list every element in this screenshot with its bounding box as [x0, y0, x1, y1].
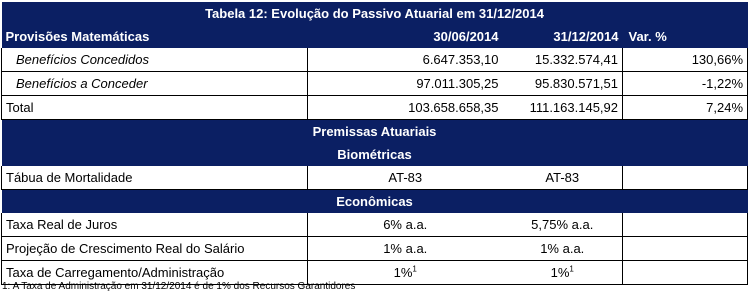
row-value-1: 6.647.353,10: [308, 48, 503, 72]
header-var: Var. %: [623, 25, 748, 48]
table-row: [2, 166, 748, 190]
table-row: [2, 237, 748, 261]
row-label: Projeção de Crescimento Real do Salário: [2, 237, 308, 261]
header-date-2: 31/12/2014: [503, 25, 623, 48]
footnote-marker: 1: [412, 264, 417, 274]
table-row: [2, 72, 748, 96]
biometricas-title-row: [2, 143, 748, 166]
row-var-empty: [623, 261, 748, 285]
row-label: Benefícios a Conceder: [2, 72, 308, 96]
row-var-empty: [623, 166, 748, 190]
row-value-2: 95.830.571,51: [503, 72, 623, 96]
row-var: 7,24%: [623, 96, 748, 120]
row-value-2: [503, 261, 623, 285]
row-var: -1,22%: [623, 72, 748, 96]
table-row: [2, 48, 748, 72]
row-value-2: 111.163.145,92: [503, 96, 623, 120]
row-label: Tábua de Mortalidade: [2, 166, 308, 190]
row-value-2: 5,75% a.a.: [503, 213, 623, 237]
table-header-row: [2, 25, 748, 48]
row-var-empty: [623, 237, 748, 261]
economicas-title: Econômicas: [2, 190, 748, 214]
row-label: Taxa de Carregamento/Administração: [2, 261, 308, 285]
table-row: [2, 213, 748, 237]
row-label: Benefícios Concedidos: [2, 48, 308, 72]
premissas-title: Premissas Atuariais: [2, 120, 748, 144]
row-label: Total: [2, 96, 308, 120]
row-value-2: 1% a.a.: [503, 237, 623, 261]
row-value-2: AT-83: [503, 166, 623, 190]
economicas-title-row: [2, 190, 748, 214]
table-footnote: 1: A Taxa de Administração em 31/12/2014 é de 1% dos Recursos Garantidores: [2, 281, 356, 292]
row-value-1: 1% a.a.: [308, 237, 503, 261]
value-text: 1%: [550, 265, 570, 280]
biometricas-title: Biométricas: [2, 143, 748, 166]
header-provisoes: Provisões Matemáticas: [2, 25, 308, 48]
premissas-title-row: [2, 120, 748, 144]
row-value-1: 103.658.658,35: [308, 96, 503, 120]
row-value-1: 6% a.a.: [308, 213, 503, 237]
table-title: Tabela 12: Evolução do Passivo Atuarial em 31/12/2014: [2, 2, 748, 25]
row-var-empty: [623, 213, 748, 237]
row-value-2: 15.332.574,41: [503, 48, 623, 72]
passivo-atuarial-table: [1, 2, 748, 285]
footnote-marker: 1: [569, 264, 574, 274]
row-var: 130,66%: [623, 48, 748, 72]
row-label: Taxa Real de Juros: [2, 213, 308, 237]
table-row-total: [2, 96, 748, 120]
table-title-row: [2, 2, 748, 25]
header-date-1: 30/06/2014: [308, 25, 503, 48]
value-text: 1%: [393, 265, 413, 280]
row-value-1: 97.011.305,25: [308, 72, 503, 96]
row-value-1: AT-83: [308, 166, 503, 190]
